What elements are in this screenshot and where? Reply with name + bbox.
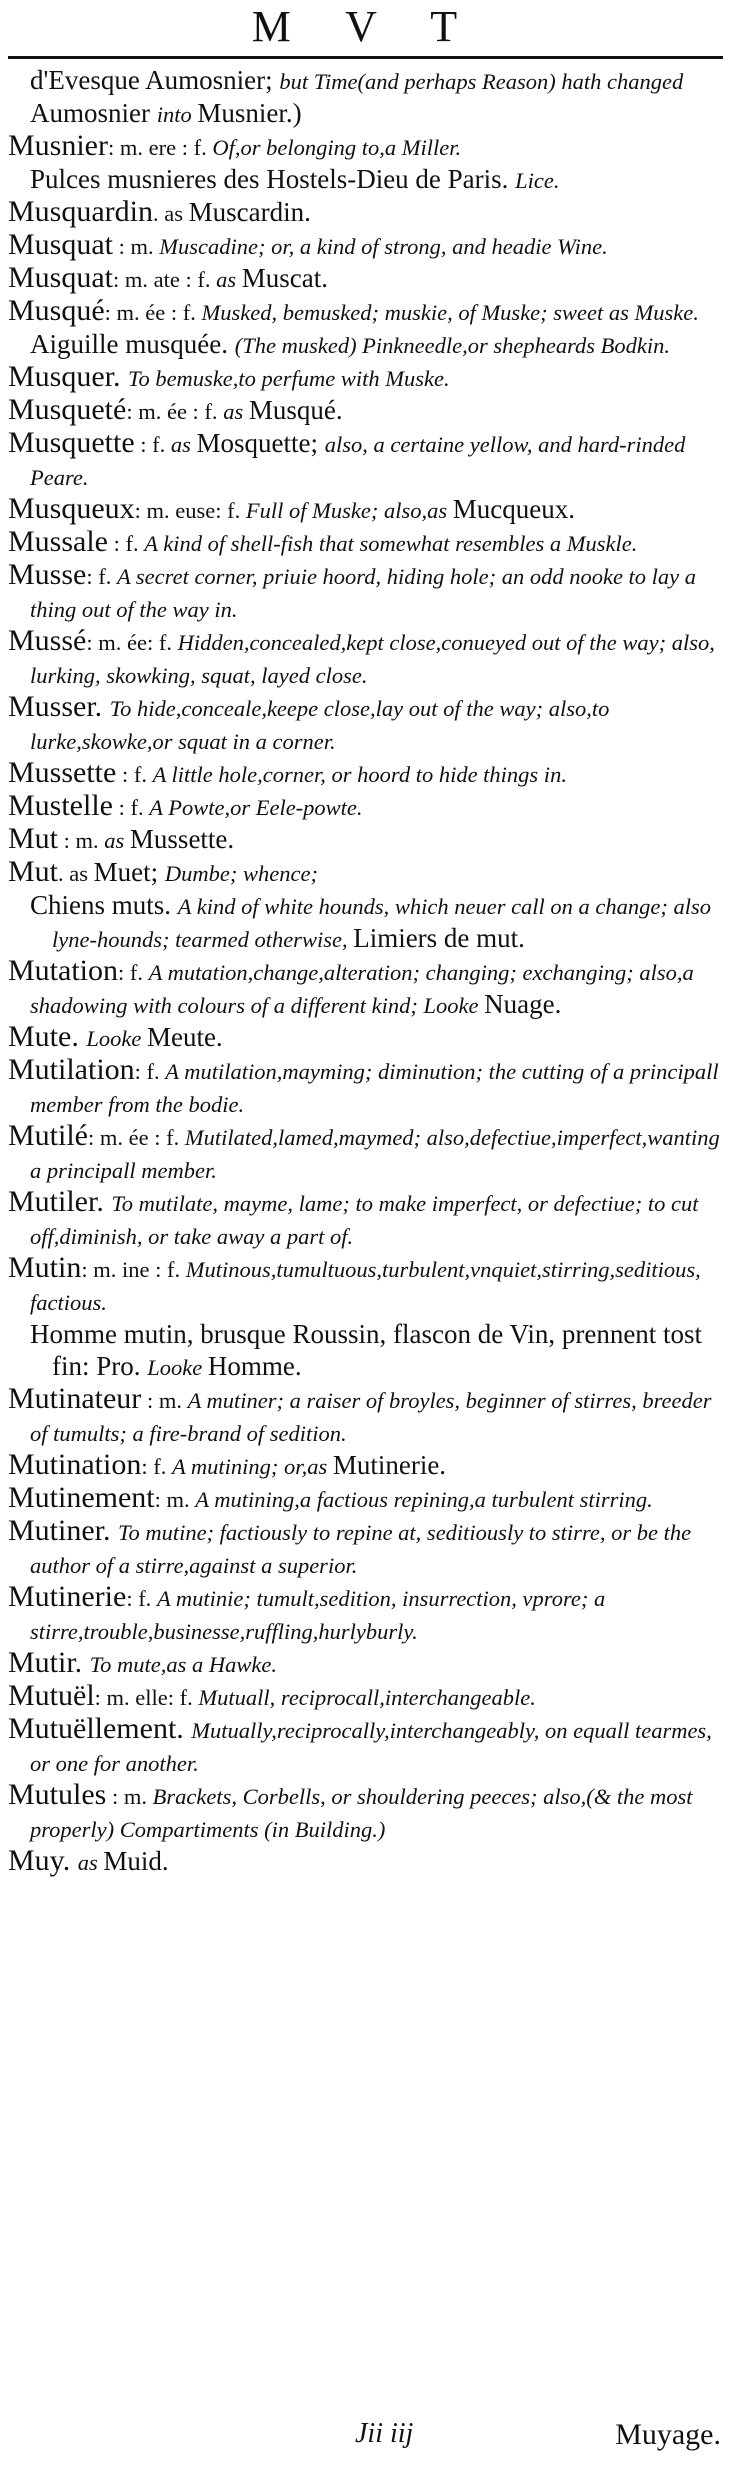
entry-text: A mutining; or,as (171, 1454, 333, 1479)
entry-text: : f. (113, 795, 150, 820)
entry-text: but Time(and perhaps Reason) hath changed (279, 69, 684, 94)
entry-text: Hidden,concealed,kept close,conueyed out of the way; also, lurking, skowking, squat, layed close. (30, 630, 715, 688)
entry-text: Musnier.) (197, 98, 302, 128)
entry-text: : m. ée : f. (126, 399, 224, 424)
entry-text: Chiens muts. (30, 890, 178, 920)
dictionary-entry (8, 328, 723, 361)
dictionary-entry (8, 1449, 723, 1482)
entry-text: Meute. (146, 1022, 223, 1052)
dictionary-entry (8, 1647, 723, 1680)
headword: Musqueux (8, 492, 135, 525)
catchword: Muyage. (615, 2418, 721, 2451)
entry-text: To hide,conceale,keepe close,lay out of the way; also,to lurke,skowke,or squat in a corner. (30, 696, 610, 754)
entry-text: Mutinerie. (332, 1450, 447, 1480)
entry-text: Limiers de mut. (353, 923, 525, 953)
entry-text: A mutiner; a raiser of broyles, beginner of stirres, breeder of tumults; a fire-brand of sedition. (30, 1388, 712, 1446)
entry-text: as (170, 432, 197, 457)
entry-text: as (77, 1850, 104, 1875)
dictionary-entry (8, 856, 723, 889)
entry-text: into (156, 102, 198, 127)
headword: Mutation (8, 954, 118, 987)
headword: Mutinerie (8, 1580, 127, 1613)
entry-text: Looke (147, 1355, 208, 1380)
headword: Mutin (8, 1251, 82, 1284)
headword: Mut (8, 855, 59, 888)
dictionary-entry (8, 427, 723, 493)
entry-text: Muscadine; or, a kind of strong, and headie Wine. (159, 234, 608, 259)
entry-text: Mutuall, reciprocall,interchangeable. (198, 1685, 536, 1710)
entry-text: : m. (113, 234, 160, 259)
headword: Mussé (8, 624, 87, 657)
entry-text: : m. (58, 828, 105, 853)
dictionary-entry (8, 1713, 723, 1779)
dictionary-entry (8, 229, 723, 262)
dictionary-entry (8, 691, 723, 757)
dictionary-entry (8, 1318, 723, 1383)
headword: Mussale (8, 525, 108, 558)
page-footer (0, 2418, 731, 2458)
entry-text: A mutilation,mayming; diminution; the cutting of a principall member from the bodie. (30, 1059, 719, 1117)
entry-text: : f. (108, 531, 145, 556)
entry-text: Mosquette; (196, 428, 325, 458)
dictionary-entry (8, 130, 723, 163)
entry-text: . as (153, 201, 189, 226)
headword: Mustelle (8, 789, 113, 822)
dictionary-entry (8, 526, 723, 559)
dictionary-entry (8, 1845, 723, 1878)
dictionary-entry (8, 196, 723, 229)
entry-text: : f. (134, 432, 171, 457)
dictionary-entry (8, 1779, 723, 1845)
dictionary-entry (8, 1252, 723, 1318)
entry-text: A Powte,or Eele-powte. (149, 795, 363, 820)
headword: Mutination (8, 1448, 142, 1481)
headword: Musquat (8, 261, 113, 294)
entry-text: : m. ate : f. (113, 267, 217, 292)
entry-text: Muid. (103, 1846, 169, 1876)
entry-text: Mutually,reciprocally,interchangeably, on equall tearmes, or one for another. (30, 1718, 712, 1776)
entry-text: d'Evesque Aumosnier; (30, 65, 280, 95)
headword: Musser. (8, 690, 110, 723)
entry-text: : f. (86, 564, 117, 589)
dictionary-entry (8, 394, 723, 427)
dictionary-entry (8, 1482, 723, 1515)
entry-text: A kind of shell-fish that somewhat resembles a Muskle. (144, 531, 638, 556)
entry-text: Homme mutin, brusque Roussin, flascon de Vin, prennent tost fin: Pro. (30, 1319, 703, 1381)
dictionary-entry (8, 823, 723, 856)
dictionary-entry (8, 1054, 723, 1120)
entry-text: To mute,as a Hawke. (89, 1652, 277, 1677)
headword: Mutilation (8, 1053, 135, 1086)
dictionary-entry (8, 790, 723, 823)
entry-text: : m. euse: f. (134, 498, 246, 523)
headword: Musquette (8, 426, 135, 459)
entry-text: : m. ée: f. (86, 630, 178, 655)
entry-text: Pulces musnieres des Hostels-Dieu de Paris. (30, 164, 516, 194)
dictionary-entry (8, 262, 723, 295)
entry-text: Muet; (93, 857, 165, 887)
entry-text: Muscat. (241, 263, 328, 293)
entry-text: Lice. (515, 168, 560, 193)
headword: Mutules (8, 1778, 107, 1811)
entry-text: as (223, 399, 249, 424)
dictionary-entry (8, 955, 723, 1021)
entry-text: A kind of white hounds, which neuer call on a change; also lyne-hounds; tearmed otherwise, (52, 894, 712, 952)
entry-text: Full of Muske; also,as (245, 498, 453, 523)
entry-text: . as (58, 861, 94, 886)
entry-text: : f. (141, 1454, 172, 1479)
entry-text: Nuage. (484, 989, 562, 1019)
entry-text: A little hole,corner, or hoord to hide things in. (152, 762, 567, 787)
entry-text: Aiguille musquée. (30, 329, 235, 359)
entry-text: Homme. (207, 1351, 302, 1381)
entry-text: To mutilate, mayme, lame; to make imperfect, or defectiue; to cut off,diminish, or take away a part of. (30, 1191, 699, 1249)
headword: Mussette (8, 756, 117, 789)
headword: Musnier (8, 129, 108, 162)
entry-text: Brackets, Corbells, or shouldering peeces; also,(& the most properly) Compartiments (in Building.) (30, 1784, 693, 1842)
entry-text: Of,or belonging to,a Miller. (212, 135, 462, 160)
headword: Mutuël (8, 1679, 95, 1712)
dictionary-entry (8, 559, 723, 625)
entry-text: A mutining,a factious repining,a turbulent stirring. (195, 1487, 653, 1512)
entry-text: : m. elle: f. (94, 1685, 199, 1710)
entry-text: as (104, 828, 130, 853)
entry-text: : m. ée : f. (88, 1125, 185, 1150)
headword: Musse (8, 558, 87, 591)
dictionary-entry (8, 1581, 723, 1647)
entry-text: Muscardin. (188, 197, 311, 227)
entry-text: : f. (118, 960, 149, 985)
headword: Mutuëllement. (8, 1712, 192, 1745)
entry-text: A secret corner, priuie hoord, hiding hole; an odd nooke to lay a thing out of the way in. (30, 564, 697, 622)
headword: Mutinement (8, 1481, 155, 1514)
entry-text: : m. ée : f. (104, 300, 202, 325)
dictionary-entry (8, 1515, 723, 1581)
dictionary-entry (8, 1021, 723, 1054)
entry-text: Looke (86, 1026, 147, 1051)
running-head: M V T (251, 2, 480, 51)
entry-text: as (216, 267, 242, 292)
headword: Mutiler. (8, 1185, 112, 1218)
entry-text: Mutinous,tumultuous,turbulent,vnquiet,stirring,seditious, factious. (30, 1257, 701, 1315)
headword: Musquat (8, 228, 113, 261)
entry-text: Musqué. (248, 395, 343, 425)
entry-text: Aumosnier (30, 98, 157, 128)
dictionary-column (8, 64, 723, 1878)
dictionary-entry (8, 1186, 723, 1252)
headword: Musquardin (8, 195, 153, 228)
dictionary-entry (8, 1120, 723, 1186)
headword: Musqueté (8, 393, 127, 426)
entry-text: To bemuske,to perfume with Muske. (128, 366, 450, 391)
headword: Mutiner. (8, 1514, 118, 1547)
entry-text: Mussette. (129, 824, 235, 854)
entry-text: Mutilated,lamed,maymed; also,defectiue,imperfect,wanting a principall member. (30, 1125, 720, 1183)
entry-text: A mutation,change,alteration; changing; exchanging; also,a shadowing with colours of a different kind; Looke (30, 960, 694, 1018)
headword: Mutilé (8, 1119, 88, 1152)
dictionary-entry (8, 64, 723, 130)
dictionary-entry (8, 625, 723, 691)
entry-text: : m. ine : f. (81, 1257, 186, 1282)
signature-mark: Jii iij (355, 2418, 414, 2449)
dictionary-entry (8, 757, 723, 790)
entry-text: : f. (134, 1059, 166, 1084)
entry-text: : m. ere : f. (108, 135, 213, 160)
entry-text: Mucqueux. (452, 494, 575, 524)
entry-text: : m. (154, 1487, 196, 1512)
headword: Mute. (8, 1020, 87, 1053)
entry-text: Musked, bemusked; muskie, of Muske; sweet as Muske. (201, 300, 699, 325)
entry-text: : f. (116, 762, 153, 787)
dictionary-entry (8, 493, 723, 526)
dictionary-entry (8, 1383, 723, 1449)
entry-text: : m. (141, 1388, 188, 1413)
dictionary-entry (8, 163, 723, 196)
entry-text: : m. (106, 1784, 153, 1809)
entry-text: (The musked) Pinkneedle,or shepheards Bodkin. (234, 333, 671, 358)
headword: Musqué (8, 294, 105, 327)
entry-text: : f. (126, 1586, 157, 1611)
dictionary-entry (8, 889, 723, 955)
entry-text: To mutine; factiously to repine at, seditiously to stirre, or be the author of a stirre,against a superior. (30, 1520, 692, 1578)
headword: Muy. (8, 1844, 78, 1877)
header-rule (8, 56, 723, 59)
headword: Mutir. (8, 1646, 90, 1679)
dictionary-entry (8, 1680, 723, 1713)
dictionary-entry (8, 361, 723, 394)
entry-text: also, a certaine yellow, and hard-rinded Peare. (30, 432, 686, 490)
entry-text: A mutinie; tumult,sedition, insurrection, vprore; a stirre,trouble,businesse,ruffling,hurlyburly. (30, 1586, 606, 1644)
dictionary-entry (8, 295, 723, 328)
headword: Musquer. (8, 360, 128, 393)
headword: Mut (8, 822, 59, 855)
headword: Mutinateur (8, 1382, 142, 1415)
entry-text: Dumbe; whence; (164, 861, 318, 886)
